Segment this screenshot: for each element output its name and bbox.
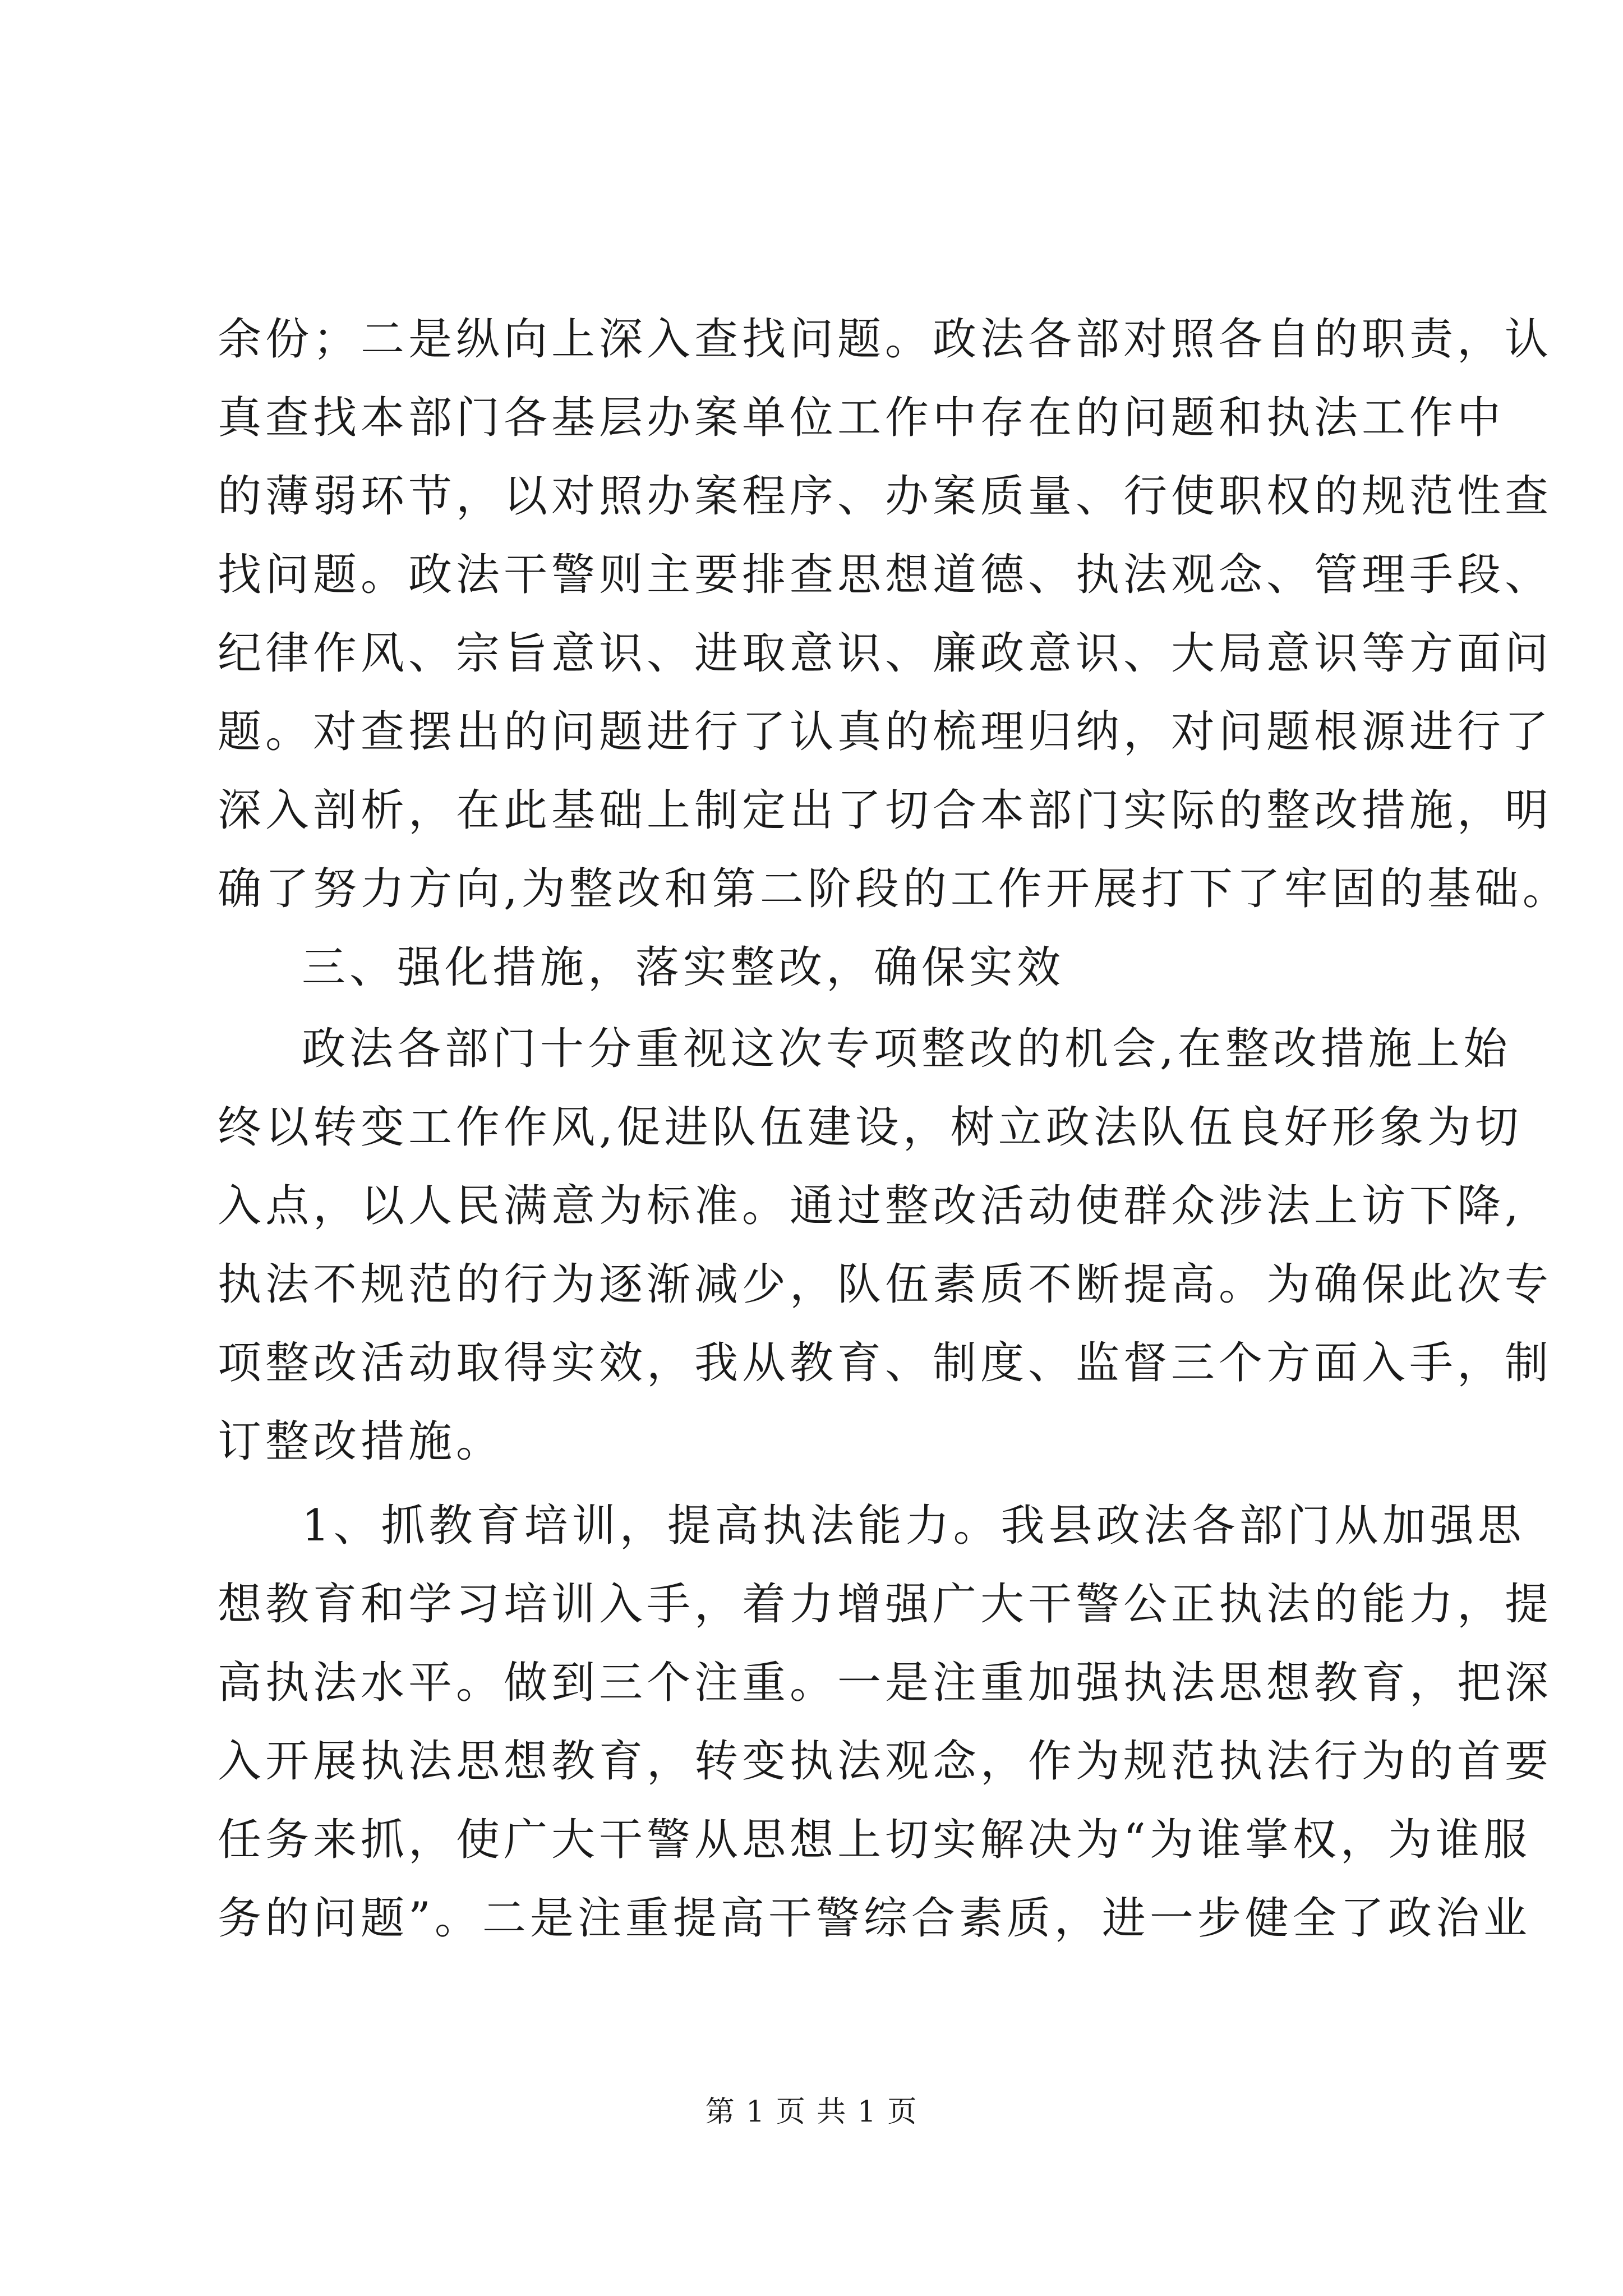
page-number-footer: 第 1 页 共 1 页 <box>705 2095 918 2129</box>
body-text-line: 任务来抓，使广大干警从思想上切实解决为“为谁掌权，为谁服 <box>218 1815 1531 1865</box>
body-text-line: 找问题。政法干警则主要排查思想道德、执法观念、管理手段、 <box>218 550 1553 600</box>
body-text-line: 入开展执法思想教育，转变执法观念，作为规范执法行为的首要 <box>218 1736 1553 1787</box>
section-heading: 三、强化措施，落实整改，确保实效 <box>302 942 1065 993</box>
body-text-line: 题。对查摆出的问题进行了认真的梳理归纳，对问题根源进行了 <box>218 707 1553 757</box>
body-text-line: 1、抓教育培训，提高执法能力。我县政法各部门从加强思 <box>302 1501 1525 1551</box>
body-text-line: 想教育和学习培训入手，着力增强广大干警公正执法的能力，提 <box>218 1579 1553 1630</box>
body-text-line: 余份；二是纵向上深入查找问题。政法各部对照各自的职责，认 <box>218 314 1553 365</box>
body-text-line: 政法各部门十分重视这次专项整改的机会,在整改措施上始 <box>302 1024 1511 1074</box>
body-text-line: 真查找本部门各基层办案单位工作中存在的问题和执法工作中 <box>218 393 1505 443</box>
body-text-line: 执法不规范的行为逐渐减少，队伍素质不断提高。为确保此次专 <box>218 1259 1553 1310</box>
body-text-line: 深入剖析，在此基础上制定出了切合本部门实际的整改措施，明 <box>218 785 1553 836</box>
body-text-line: 入点，以人民满意为标准。通过整改活动使群众涉法上访下降, <box>218 1181 1523 1231</box>
body-text-line: 确了努力方向,为整改和第二阶段的工作开展打下了牢固的基础。 <box>218 864 1570 914</box>
body-text-line: 的薄弱环节，以对照办案程序、办案质量、行使职权的规范性查 <box>218 471 1553 522</box>
body-text-line: 务的问题”。二是注重提高干警综合素质，进一步健全了政治业 <box>218 1893 1531 1944</box>
body-text-line: 纪律作风、宗旨意识、进取意识、廉政意识、大局意识等方面问 <box>218 628 1553 679</box>
body-text-line: 高执法水平。做到三个注重。一是注重加强执法思想教育，把深 <box>218 1658 1553 1708</box>
body-text-line: 终以转变工作作风,促进队伍建设，树立政法队伍良好形象为切 <box>218 1102 1523 1153</box>
body-text-line: 项整改活动取得实效，我从教育、制度、监督三个方面入手，制 <box>218 1338 1553 1388</box>
body-text-line: 订整改措施。 <box>218 1416 504 1467</box>
